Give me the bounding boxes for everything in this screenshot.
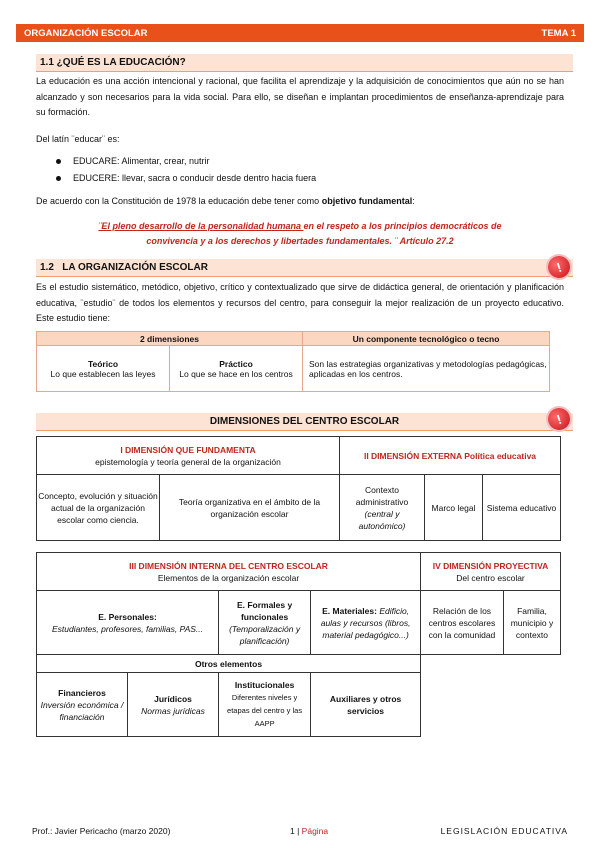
- constitution-text: De acuerdo con la Constitución de 1978 la educación debe tener como objetivo fundamental:: [36, 196, 415, 206]
- bullet-educare: EDUCARE: Alimentar, crear, nutrir: [56, 156, 210, 166]
- dims-title-bar: DIMENSIONES DEL CENTRO ESCOLAR: [36, 413, 573, 431]
- dimension-1: I DIMENSIÓN QUE FUNDAMENTA epistemología y teoría general de la organización: [37, 437, 340, 475]
- relacion-cell: Relación de los centros escolares con la comunidad: [421, 591, 504, 655]
- header-bar: [16, 24, 584, 42]
- familia-cell: Familia, municipio y contexto: [503, 591, 560, 655]
- teorico-cell: Teórico Lo que establecen las leyes: [37, 346, 170, 392]
- juridicos-cell: Jurídicos Normas jurídicas: [128, 673, 219, 737]
- financieros-cell: Financieros Inversión económica / financiación: [37, 673, 128, 737]
- elementos-materiales: E. Materiales: Edificio, aulas y recursos (libros, material pedagógico...): [311, 591, 421, 655]
- elementos-formales: E. Formales y funcionales (Temporalización y planificación): [219, 591, 311, 655]
- teoria-cell: Teoría organizativa en el ámbito de la organización escolar: [160, 475, 340, 541]
- auxiliares-cell: Auxiliares y otros servicios: [311, 673, 421, 737]
- dimension-4: IV DIMENSIÓN PROYECTIVA Del centro escolar: [421, 553, 561, 591]
- dimension-3: III DIMENSIÓN INTERNA DEL CENTRO ESCOLAR Elementos de la organización escolar: [37, 553, 421, 591]
- header-subject: ORGANIZACIÓN ESCOLAR: [24, 27, 148, 39]
- dimensions-table: [36, 331, 550, 392]
- organization-definition: Es el estudio sistemático, metódico, objetivo, crítico y contextualizado que sirve de didáctica general, de orientación y planificación educativa, ¨estudio¨ de todos los elementos y recursos del centro, para conseguir la mejor realización de un proyecto educativo. Este estudio tiene:: [36, 282, 564, 323]
- elementos-personales: E. Personales: Estudiantes, profesores, familias, PAS...: [37, 591, 219, 655]
- tecno-cell: Son las estrategias organizativas y metodologías pedagógicas, aplicadas en los centros.: [303, 346, 550, 392]
- education-definition: La educación es una acción intencional y racional, que facilita el aprendizaje y la adquisición de conocimientos que aún no se han alcanzado y son necesarios para la vida social. Para ello, se diseñan e implantan procedimientos de enseñanza-aprendizaje para su formación.: [36, 76, 564, 117]
- footer-author: Prof.: Javier Pericacho (marzo 2020): [32, 826, 171, 836]
- concepto-cell: Concepto, evolución y situación actual de la organización escolar como ciencia.: [37, 475, 160, 541]
- dimension-2: II DIMENSIÓN EXTERNA Política educativa: [340, 437, 561, 475]
- latin-origin: Del latín ¨educar¨ es:: [36, 134, 120, 144]
- bullet-icon: [56, 159, 61, 164]
- constitution-quote: ¨El pleno desarrollo de la personalidad humana en el respeto a los principios democráticos de convivencia y a los derechos y libertades fundamentales. ¨ Artículo 27.2: [98, 221, 502, 246]
- contexto-cell: Contexto administrativo (central y autonómico): [340, 475, 425, 541]
- marco-cell: Marco legal: [425, 475, 483, 541]
- warning-icon-2: !: [545, 405, 573, 433]
- institucionales-cell: Institucionales Diferentes niveles y etapas del centro y las AAPP: [219, 673, 311, 737]
- footer-subject: LEGISLACIÓN EDUCATIVA: [440, 826, 568, 836]
- section-title-2: 1.2 LA ORGANIZACIÓN ESCOLAR: [36, 259, 573, 277]
- warning-icon: !: [545, 253, 573, 281]
- header-topic: TEMA 1: [541, 27, 576, 39]
- tecno-header: Un componente tecnológico o tecno: [303, 332, 550, 346]
- dimensions-grid-bottom: [36, 552, 561, 737]
- bullet-icon: [56, 176, 61, 181]
- dimensions-header: 2 dimensiones: [37, 332, 303, 346]
- bullet-educere: EDUCERE: llevar, sacra o conducir desde dentro hacia fuera: [56, 173, 316, 183]
- sistema-cell: Sistema educativo: [483, 475, 561, 541]
- dimensions-grid-top: [36, 436, 561, 541]
- footer-page: 1 | Página: [290, 826, 329, 836]
- practico-cell: Práctico Lo que se hace en los centros: [170, 346, 303, 392]
- otros-elementos: Otros elementos: [37, 655, 421, 673]
- section-title-1: 1.1 ¿QUÉ ES LA EDUCACIÓN?: [36, 54, 573, 72]
